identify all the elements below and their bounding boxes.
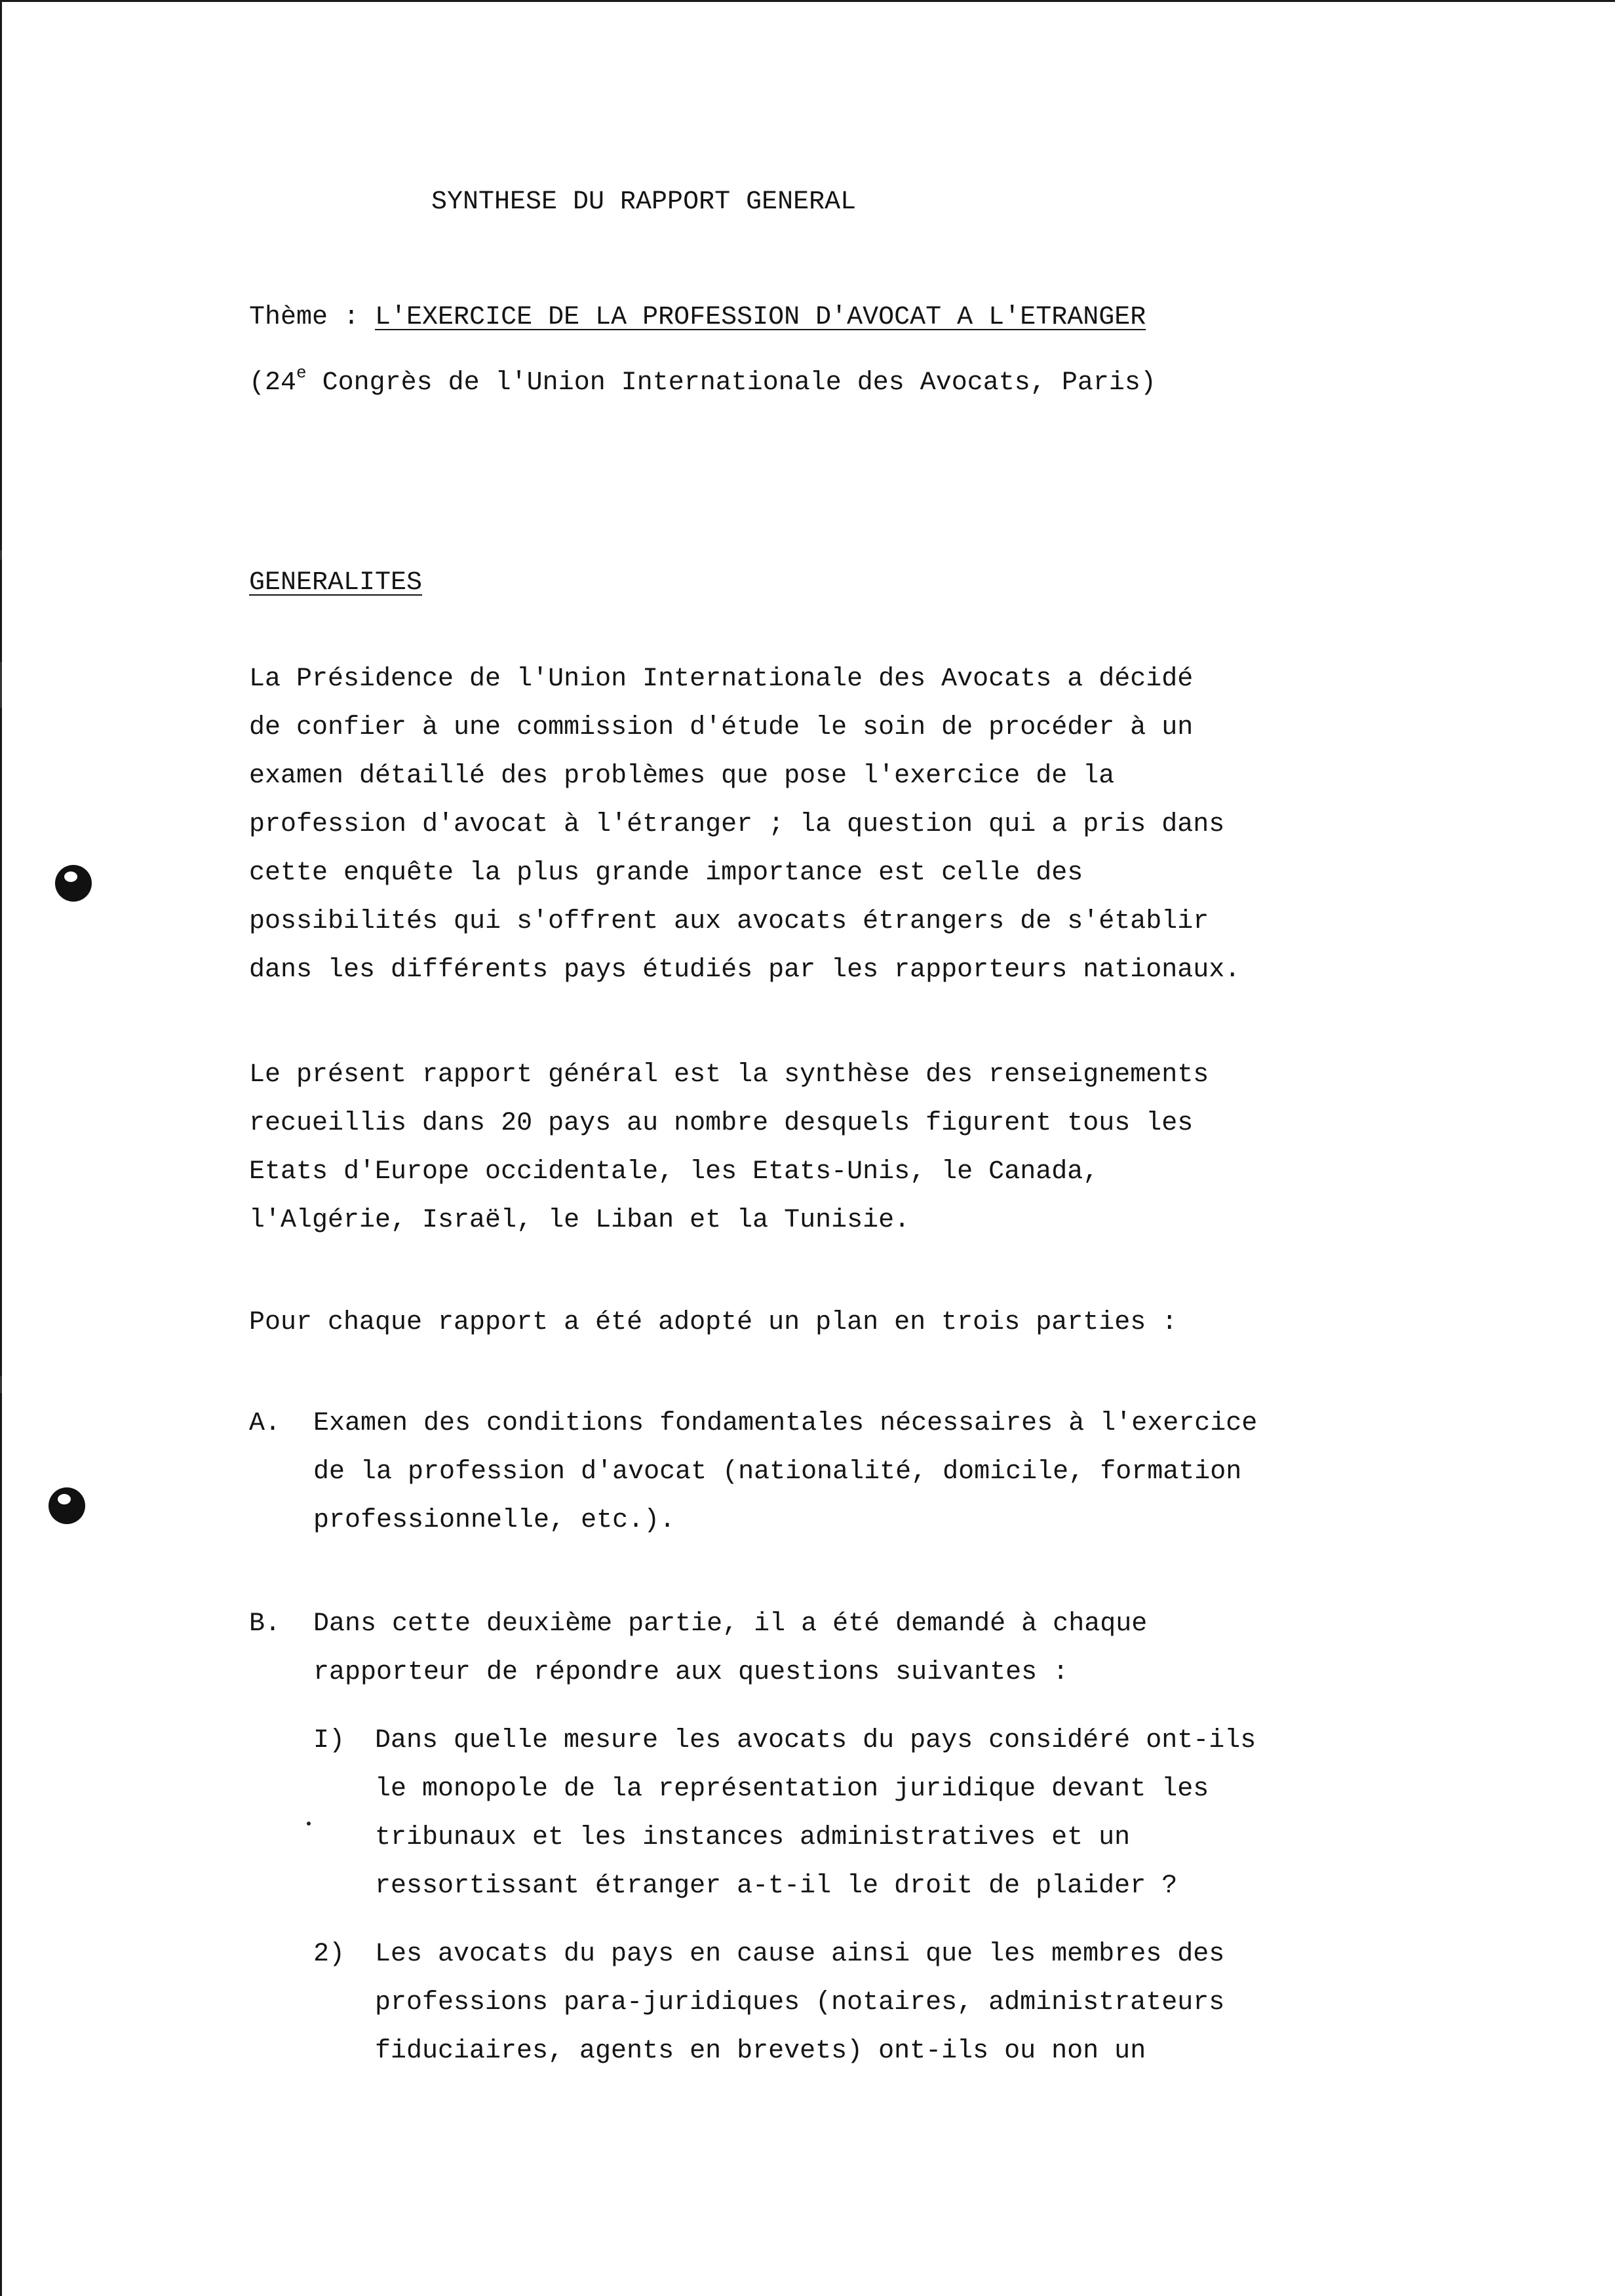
paragraph-line: La Présidence de l'Union Internationale des Avocats a décidé <box>249 664 1194 694</box>
edge-mark <box>0 662 2 708</box>
scan-left-edge <box>0 0 2 2296</box>
paragraph-line: profession d'avocat à l'étranger ; la question qui a pris dans <box>249 810 1225 839</box>
edge-mark <box>0 550 2 560</box>
question-line: Dans quelle mesure les avocats du pays considéré ont-ils <box>375 1726 1256 1755</box>
question-line: Les avocats du pays en cause ainsi que les membres des <box>375 1940 1225 1969</box>
congress-line <box>249 359 1156 408</box>
edge-mark <box>0 1376 2 1393</box>
question-line: tribunaux et les instances administratives et un <box>375 1823 1131 1852</box>
question-line: le monopole de la représentation juridique devant les <box>375 1774 1209 1804</box>
paragraph-3: Pour chaque rapport a été adopté un plan en trois parties : <box>249 1308 1178 1337</box>
paragraph-line: possibilités qui s'offrent aux avocats étrangers de s'établir <box>249 907 1209 936</box>
item-line: de la profession d'avocat (nationalité, domicile, formation <box>313 1457 1242 1487</box>
paragraph-line: l'Algérie, Israël, le Liban et la Tunisie. <box>249 1206 910 1235</box>
question-line: ressortissant étranger a-t-il le droit de plaider ? <box>375 1871 1178 1901</box>
document-heading: SYNTHESE DU RAPPORT GENERAL <box>431 187 857 217</box>
stray-mark <box>307 1822 311 1826</box>
theme-title: L'EXERCICE DE LA PROFESSION D'AVOCAT A L'ETRANGER <box>375 303 1146 332</box>
item-line: Examen des conditions fondamentales nécessaires à l'exercice <box>313 1409 1258 1438</box>
punch-hole-icon <box>55 865 92 902</box>
question-marker: I) <box>313 1726 345 1755</box>
paragraph-line: examen détaillé des problèmes que pose l'exercice de la <box>249 761 1115 791</box>
punch-hole-icon <box>49 1487 85 1524</box>
paragraph-line: dans les différents pays étudiés par les rapporteurs nationaux. <box>249 955 1241 985</box>
question-marker: 2) <box>313 1940 345 1969</box>
congress-rest: Congrès de l'Union Internationale des Avocats, Paris) <box>306 368 1156 398</box>
paragraph-line: de confier à une commission d'étude le soin de procéder à un <box>249 713 1194 742</box>
congress-prefix: (24 <box>249 368 297 398</box>
paragraph-line: Etats d'Europe occidentale, les Etats-Unis, le Canada, <box>249 1157 1099 1187</box>
paragraph-line: cette enquête la plus grande importance est celle des <box>249 858 1083 888</box>
item-marker: B. <box>249 1609 281 1639</box>
question-line: professions para-juridiques (notaires, administrateurs <box>375 1988 1225 2018</box>
theme-line <box>249 294 1146 342</box>
question-line: fiduciaires, agents en brevets) ont-ils ou non un <box>375 2037 1146 2066</box>
item-line: professionnelle, etc.). <box>313 1506 676 1535</box>
paragraph-line: Le présent rapport général est la synthèse des renseignements <box>249 1060 1209 1090</box>
scan-top-edge <box>0 0 1615 2</box>
item-line: Dans cette deuxième partie, il a été demandé à chaque <box>313 1609 1148 1639</box>
item-line: rapporteur de répondre aux questions suivantes : <box>313 1658 1069 1687</box>
item-marker: A. <box>249 1409 281 1438</box>
paragraph-line: recueillis dans 20 pays au nombre desquels figurent tous les <box>249 1109 1194 1138</box>
theme-label: Thème : <box>249 303 376 332</box>
congress-sup: e <box>296 363 307 383</box>
section-title: GENERALITES <box>249 568 423 598</box>
